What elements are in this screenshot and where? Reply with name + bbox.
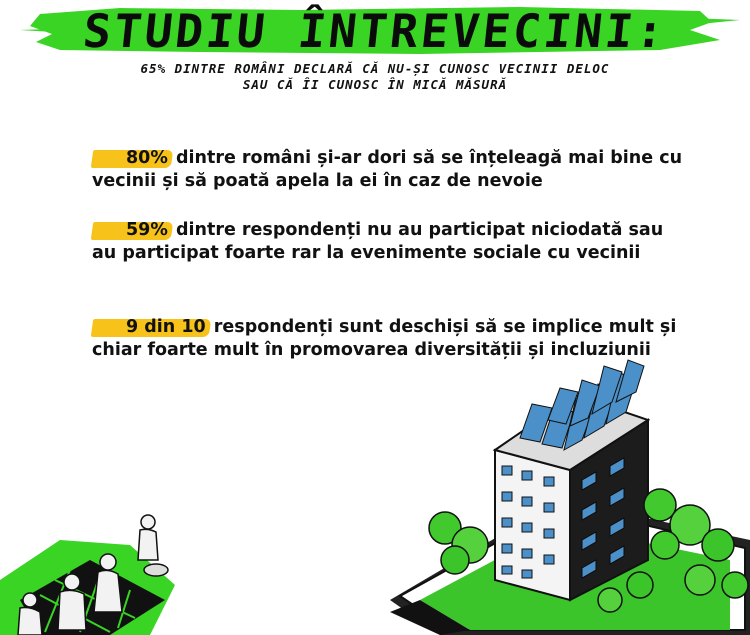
stat-highlight-3: 9 din 10 bbox=[92, 316, 206, 339]
picnic-scene bbox=[0, 515, 175, 635]
stat-text-3: respondenți sunt deschiși să se implice mult și chiar foarte mult în promovarea diversității și incluziunii bbox=[92, 317, 677, 360]
stat-highlight-1: 80% bbox=[92, 147, 168, 170]
stat-text-1: dintre români și-ar dori să se înțeleagă mai bine cu vecinii și să poată apela la ei în caz de nevoie bbox=[92, 148, 683, 191]
page-title: STUDIU ÎNTREVECINI: bbox=[80, 4, 670, 58]
stat-text-2: dintre respondenți nu au participat niciodată sau au participat foarte rar la evenimente sociale cu vecinii bbox=[92, 220, 664, 263]
stat-highlight-2: 59% bbox=[92, 219, 168, 242]
subtitle-line-1: 65% DINTRE ROMÂNI DECLARĂ CĂ NU-ȘI CUNOSC VECINII DELOC bbox=[140, 61, 610, 76]
subtitle-line-2: SAU CĂ ÎI CUNOSC ÎN MICĂ MĂSURĂ bbox=[242, 77, 508, 92]
apartment-building bbox=[495, 360, 648, 600]
